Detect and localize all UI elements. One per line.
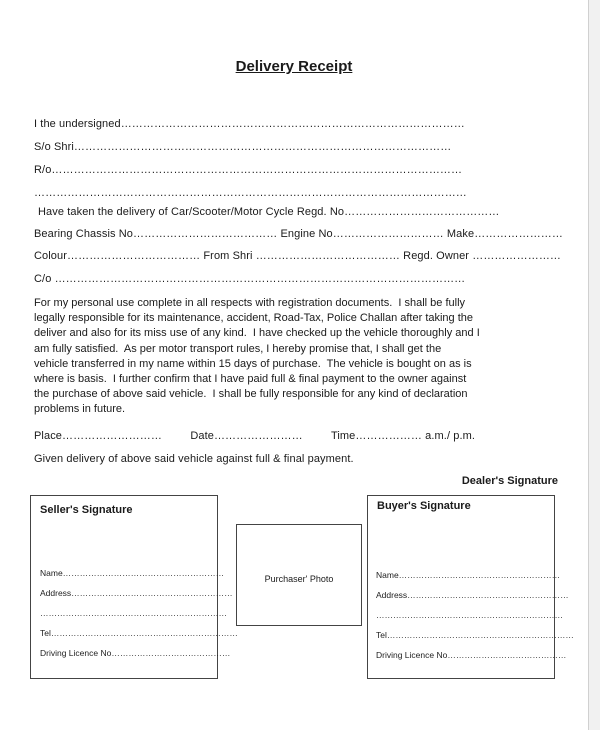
seller-address-field: Address…………………………………………………	[40, 588, 233, 598]
buyer-tel-field: Tel…………………………………………………………	[376, 630, 574, 640]
paragraph-line: problems in future.	[34, 403, 126, 416]
paragraph-line: deliver and also for its miss use of any kind. I have checked up the vehicle thoroughly and I	[34, 327, 480, 340]
delivery-line: Have taken the delivery of Car/Scooter/Motor Cycle Regd. No……………………………………	[38, 206, 500, 218]
buyer-name-field: Name…………………………………………………	[376, 570, 561, 580]
page-title: Delivery Receipt	[235, 58, 353, 75]
undersigned-line: I the undersigned…………………………………………………………………………………	[34, 118, 465, 130]
seller-signature-box	[30, 495, 238, 679]
colour-line: Colour……………………………… From Shri ………………………………… Regd. Owner ……………………	[34, 250, 562, 262]
seller-tel-field: Tel…………………………………………………………	[40, 628, 238, 638]
buyer-signature-title: Buyer's Signature	[377, 500, 471, 512]
declaration-paragraph	[34, 296, 558, 418]
buyer-signature-box	[367, 495, 574, 679]
seller-address-blank: …………………………………………………………	[40, 608, 227, 618]
buyer-licence-field: Driving Licence No……………………………………	[376, 650, 567, 660]
purchaser-photo-label: Purchaser' Photo	[264, 574, 334, 584]
paragraph-line: For my personal use complete in all respects with registration documents. I shall be fully	[34, 297, 466, 309]
buyer-address-field: Address…………………………………………………	[376, 590, 569, 600]
care-of-line: C/o …………………………………………………………………………………………………	[34, 273, 466, 285]
place-date-time-line: Place……………………… Date…………………… Time……………… a.m./ p.m.	[34, 430, 476, 442]
dealer-signature-label: Dealer's Signature	[461, 475, 558, 487]
seller-licence-field: Driving Licence No……………………………………	[40, 648, 231, 658]
chassis-line: Bearing Chassis No………………………………… Engine No………………………… Make……………………	[34, 228, 563, 240]
given-delivery-line: Given delivery of above said vehicle against full & final payment.	[34, 453, 354, 465]
paragraph-line: vehicle transferred in my name within 15 days of purchase. The vehicle is bought on as is	[34, 357, 472, 370]
son-of-line: S/o Shri…………………………………………………………………………………………	[34, 141, 452, 153]
resident-of-line: R/o…………………………………………………………………………………………………	[34, 164, 463, 176]
purchaser-photo-box	[236, 524, 362, 626]
buyer-address-blank: …………………………………………………………	[376, 610, 563, 620]
seller-name-field: Name…………………………………………………	[40, 568, 225, 578]
paragraph-line: the purchase of above said vehicle. I shall be fully responsible for any kind of declaration	[34, 388, 468, 401]
seller-signature-title: Seller's Signature	[40, 504, 133, 516]
blank-line: ………………………………………………………………………………………………………	[34, 187, 467, 199]
paragraph-line: am fully satisfied. As per motor transport rules, I hereby promise that, I shall get the	[34, 342, 442, 355]
paragraph-line: where is basis. I further confirm that I have paid full & final payment to the owner against	[34, 373, 467, 386]
paragraph-line: legally responsible for its maintenance, accident, Road-Tax, Police Challan after taking the	[34, 312, 474, 325]
